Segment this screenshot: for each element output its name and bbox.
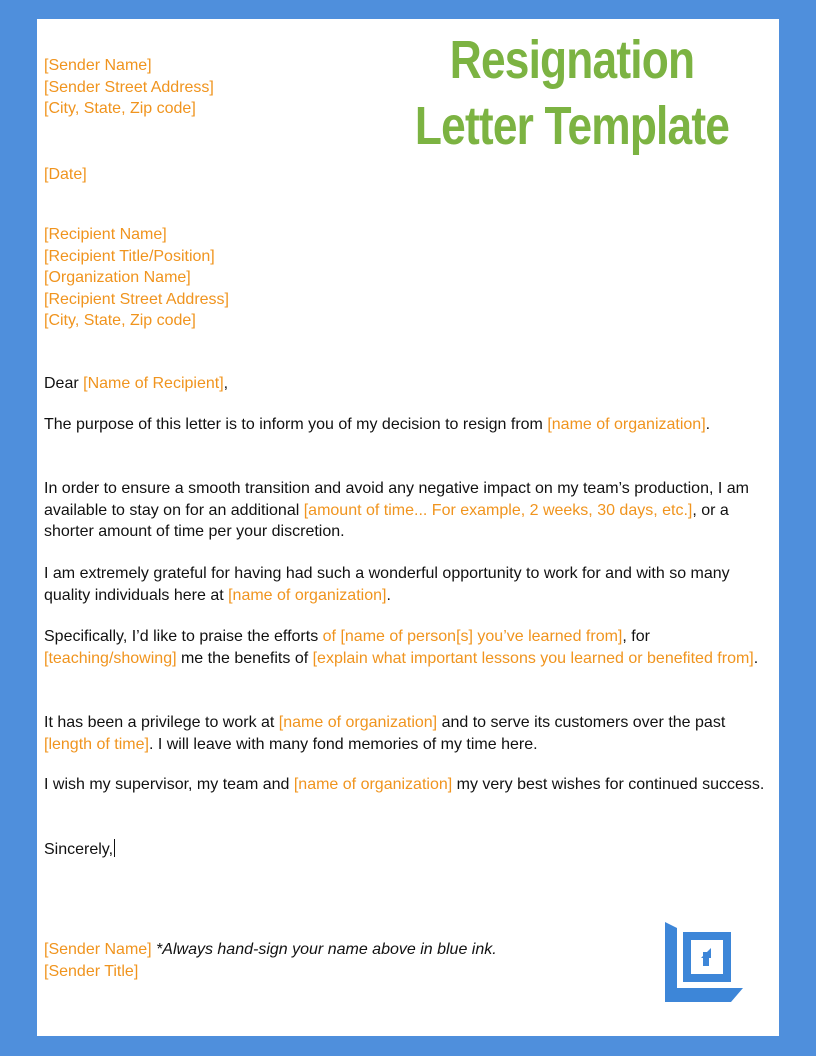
brand-logo-icon [665, 922, 745, 1002]
paragraph-6: I wish my supervisor, my team and [name of organization] my very best wishes for continued success. [44, 776, 765, 793]
recipient-city-line: [City, State, Zip code] [44, 312, 196, 330]
paragraph-2: In order to ensure a smooth transition and avoid any negative impact on my team’s production, I am available to stay on for an additional [amount of time... For example, 2 weeks, 30 days, etc.], or a shorter amount of time per your discretion. [44, 480, 749, 541]
paragraph-4: Specifically, I’d like to praise the efforts of [name of person[s] you’ve learned from], for [teaching/showing] me the benefits of [explain what important lessons you learned or benefited from]. [44, 628, 759, 667]
text-cursor [114, 839, 115, 857]
sender-title-placeholder: [Sender Title] [44, 962, 139, 980]
paragraph-5: It has been a privilege to work at [name of organization] and to serve its customers over the past [length of time]. I will leave with many fond memories of my time here. [44, 714, 726, 753]
sender-block [44, 55, 214, 120]
recipient-title-line: [Recipient Title/Position] [44, 247, 215, 265]
title-line-1: Resignation [449, 30, 695, 90]
recipient-street-line: [Recipient Street Address] [44, 290, 229, 308]
recipient-org-line: [Organization Name] [44, 269, 191, 287]
sender-city-line: [City, State, Zip code] [44, 100, 196, 118]
sender-name-line: [Sender Name] [44, 57, 152, 74]
recipient-name-placeholder: [Name of Recipient] [83, 375, 224, 392]
date-line: [Date] [44, 166, 87, 183]
recipient-block [44, 224, 229, 332]
signature-line [44, 939, 497, 961]
sender-street-line: [Sender Street Address] [44, 78, 214, 96]
sender-name-placeholder: [Sender Name] [44, 941, 152, 958]
paragraph-1: The purpose of this letter is to inform you of my decision to resign from [name of organization]. [44, 416, 711, 433]
paragraph-3: I am extremely grateful for having had such a wonderful opportunity to work for and with so many quality individuals here at [name of organization]. [44, 565, 730, 604]
letter-page [37, 19, 779, 1036]
document-title [404, 27, 740, 159]
closing[interactable]: Sincerely, [44, 841, 114, 858]
recipient-name-line: [Recipient Name] [44, 226, 167, 243]
signature-block [44, 939, 497, 982]
title-line-2: Letter Template [414, 96, 730, 156]
greeting: Dear [Name of Recipient], [44, 375, 229, 392]
signature-note: *Always hand-sign your name above in blue ink. [151, 941, 497, 958]
